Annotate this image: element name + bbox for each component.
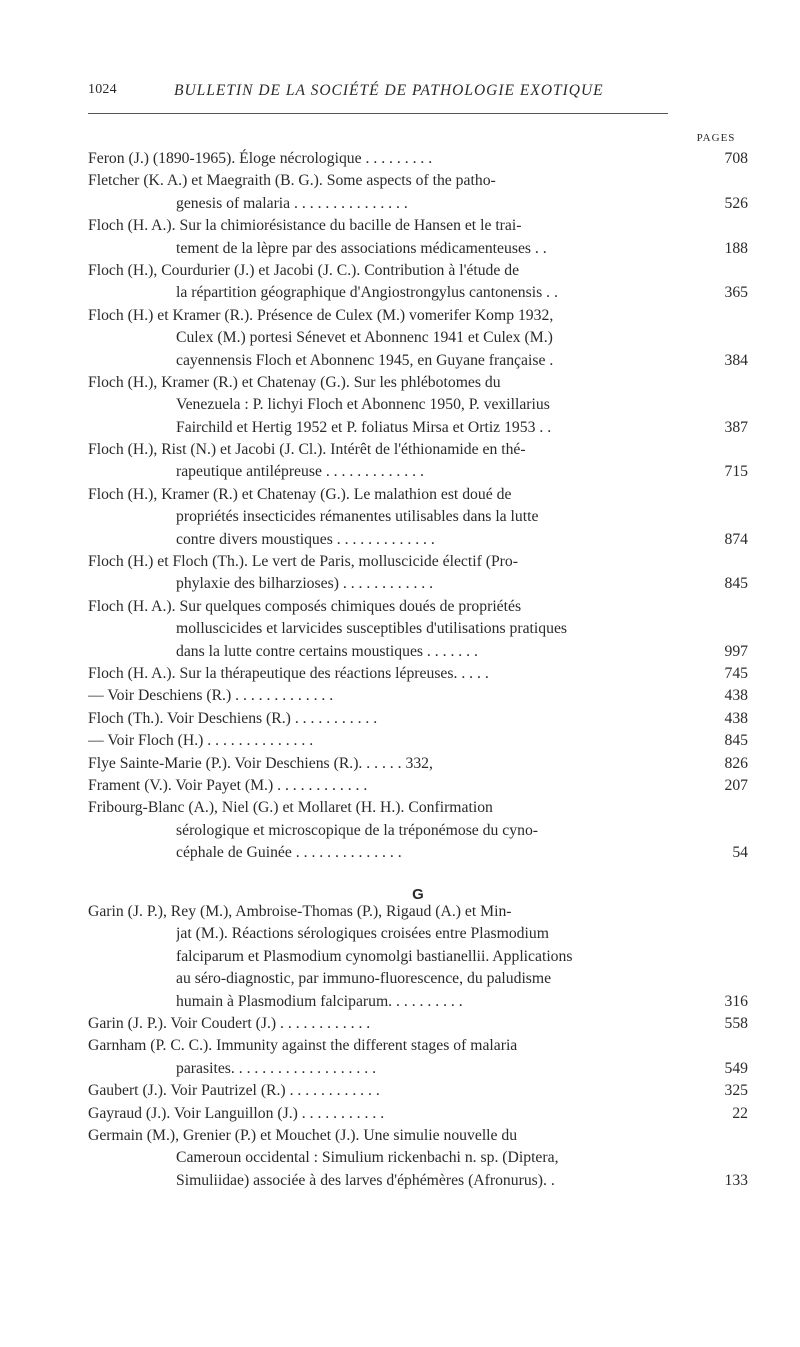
entry-page-number: 826 [724,754,748,772]
entry-line [88,439,748,461]
entry-text: Floch (H.), Kramer (R.) et Chatenay (G.). Le malathion est doué de [88,485,512,503]
index-entry [88,260,748,305]
entry-text: Simuliidae) associée à des larves d'éphémères (Afronurus). . [176,1171,555,1189]
entry-text: Flye Sainte-Marie (P.). Voir Deschiens (R.). . . . . . 332, [88,754,433,772]
entry-text: Floch (H.), Kramer (R.) et Chatenay (G.). Sur les phlébotomes du [88,373,501,391]
entry-page-number: 845 [724,732,748,750]
entry-text: Feron (J.) (1890-1965). Éloge nécrologique . . . . . . . . . [88,150,433,167]
index-entry [88,170,748,215]
entry-text: sérologique et microscopique de la tréponémose du cyno- [176,821,539,839]
index-entry [88,663,748,685]
header-rule [88,113,668,114]
entry-text: Gayraud (J.). Voir Languillon (J.) . . . . . . . . . . . [88,1104,385,1122]
entry-text: au séro-diagnostic, par immuno-fluorescence, du paludisme [176,970,552,988]
index-entry [88,148,748,170]
entry-line [88,596,748,618]
index-entry [88,215,748,260]
entry-line [88,685,748,707]
entry-line [88,991,748,1013]
entry-page-number: 387 [724,418,748,436]
entry-line [88,775,748,797]
entry-line [88,1170,748,1192]
entry-page-number: 384 [724,351,748,369]
entry-line [88,417,748,439]
entry-line [88,551,748,573]
pages-column-label: PAGES [696,132,736,144]
entry-line [88,618,748,640]
index-entry [88,730,748,752]
entry-page-number: 207 [724,776,748,794]
entry-page-number: 133 [724,1171,748,1189]
entry-line [88,1080,748,1102]
entry-line [88,1103,748,1125]
entry-line [88,663,748,685]
entry-line [88,1013,748,1035]
entry-line [88,305,748,327]
entry-text: phylaxie des bilharzioses) . . . . . . . . . . . . [176,575,434,593]
entry-page-number: 438 [724,687,748,705]
entry-text: la répartition géographique d'Angiostrongylus cantonensis . . [176,284,558,302]
entry-text: Cameroun occidental : Simulium rickenbachi n. sp. (Diptera, [176,1149,559,1167]
entry-line [88,461,748,483]
entry-line [88,327,748,349]
entry-page-number: 549 [724,1059,748,1077]
entry-text: Floch (H. A.). Sur quelques composés chimiques doués de propriétés [88,597,522,615]
entry-line [88,1058,748,1080]
entry-text: Gaubert (J.). Voir Pautrizel (R.) . . . . . . . . . . . . [88,1082,380,1100]
entry-page-number: 845 [724,575,748,593]
entry-page-number: 745 [724,664,748,682]
entry-page-number: 22 [732,1104,748,1122]
entry-text: — Voir Deschiens (R.) . . . . . . . . . . . . . [88,687,334,705]
entry-line [88,215,748,237]
entry-line [88,573,748,595]
entry-line [88,820,748,842]
entry-page-number: 526 [724,194,748,212]
entry-text: propriétés insecticides rémanentes utilisables dans la lutte [176,508,539,526]
entry-text: Floch (H. A.). Sur la chimiorésistance du bacille de Hansen et le trai- [88,217,522,235]
entry-line [88,923,748,945]
index-entry [88,708,748,730]
entry-text: Fletcher (K. A.) et Maegraith (B. G.). Some aspects of the patho- [88,172,496,190]
entry-text: dans la lutte contre certains moustiques . . . . . . . [176,642,478,660]
index-entry [88,305,748,372]
entry-page-number: 54 [732,844,748,862]
entry-line [88,1125,748,1147]
index-entry [88,1013,748,1035]
index-entry [88,484,748,551]
entry-text: molluscicides et larvicides susceptibles d'utilisations pratiques [176,620,568,638]
entry-line [88,350,748,372]
entry-page-number: 365 [724,284,748,302]
running-header [88,82,668,104]
index-entry [88,901,748,1013]
index-entry [88,1103,748,1125]
section-letter: G [412,886,424,903]
entry-line [88,1035,748,1057]
entry-line [88,730,748,752]
index-entries-g [88,901,748,1192]
entry-line [88,260,748,282]
entry-page-number: 438 [724,709,748,727]
entry-text: cayennensis Floch et Abonnenc 1945, en Guyane française . [176,351,554,369]
entry-text: tement de la lèpre par des associations médicamenteuses . . [176,239,547,257]
entry-text: Garin (J. P.). Voir Coudert (J.) . . . . . . . . . . . . [88,1014,371,1032]
entry-line [88,641,748,663]
entry-line [88,753,748,775]
entry-text: Germain (M.), Grenier (P.) et Mouchet (J.). Une simulie nouvelle du [88,1126,518,1144]
index-entry [88,775,748,797]
entry-page-number: 558 [724,1014,748,1032]
entry-text: Floch (H.) et Floch (Th.). Le vert de Paris, molluscicide électif (Pro- [88,553,518,571]
index-entry [88,685,748,707]
entry-text: — Voir Floch (H.) . . . . . . . . . . . . . . [88,732,314,750]
entry-line [88,708,748,730]
entry-text: jat (M.). Réactions sérologiques croisées entre Plasmodium [176,925,549,943]
entry-text: Floch (H. A.). Sur la thérapeutique des réactions lépreuses. . . . . [88,664,489,682]
index-entry [88,1035,748,1080]
entry-line [88,797,748,819]
entry-text: genesis of malaria . . . . . . . . . . . . . . . [176,194,408,212]
index-entry [88,596,748,663]
index-entry [88,753,748,775]
entry-page-number: 325 [724,1082,748,1100]
entry-line [88,1147,748,1169]
index-entry [88,1125,748,1192]
entry-line [88,968,748,990]
entry-line [88,901,748,923]
entry-line [88,842,748,864]
entry-page-number: 708 [724,150,748,167]
entry-text: Venezuela : P. lichyi Floch et Abonnenc 1950, P. vexillarius [176,396,550,414]
entry-text: Garnham (P. C. C.). Immunity against the different stages of malaria [88,1037,518,1055]
entry-text: falciparum et Plasmodium cynomolgi bastianellii. Applications [176,947,573,965]
entry-text: Fribourg-Blanc (A.), Niel (G.) et Mollaret (H. H.). Confirmation [88,799,493,817]
entry-page-number: 997 [724,642,748,660]
entry-text: Culex (M.) portesi Sénevet et Abonnenc 1941 et Culex (M.) [176,329,553,347]
index-entry [88,439,748,484]
entry-text: Floch (H.), Rist (N.) et Jacobi (J. Cl.). Intérêt de l'éthionamide en thé- [88,441,526,459]
entry-text: humain à Plasmodium falciparum. . . . . . . . . . [176,992,463,1010]
entry-line [88,170,748,192]
entry-text: parasites. . . . . . . . . . . . . . . . . . . [176,1059,376,1077]
entry-text: céphale de Guinée . . . . . . . . . . . . . . [176,844,402,862]
index-entries-f [88,148,748,865]
index-entry [88,551,748,596]
entry-line [88,148,748,170]
page-number: 1024 [88,82,117,97]
entry-page-number: 874 [724,530,748,548]
index-entry [88,797,748,864]
entry-text: Floch (H.), Courdurier (J.) et Jacobi (J. C.). Contribution à l'étude de [88,261,520,279]
entry-text: Frament (V.). Voir Payet (M.) . . . . . . . . . . . . [88,776,368,794]
entry-page-number: 715 [724,463,748,481]
entry-line [88,238,748,260]
entry-text: Floch (H.) et Kramer (R.). Présence de Culex (M.) vomerifer Komp 1932, [88,306,554,324]
entry-line [88,529,748,551]
entry-line [88,282,748,304]
entry-line [88,484,748,506]
journal-title: BULLETIN DE LA SOCIÉTÉ DE PATHOLOGIE EXOTIQUE [174,82,604,99]
index-entry [88,1080,748,1102]
entry-text: contre divers moustiques . . . . . . . . . . . . . [176,530,435,548]
index-entry [88,372,748,439]
entry-text: Fairchild et Hertig 1952 et P. foliatus Mirsa et Ortiz 1953 . . [176,418,552,436]
entry-line [88,193,748,215]
entry-text: Garin (J. P.), Rey (M.), Ambroise-Thomas (P.), Rigaud (A.) et Min- [88,903,512,920]
entry-page-number: 316 [724,992,748,1010]
entry-page-number: 188 [724,239,748,257]
entry-line [88,372,748,394]
entry-line [88,506,748,528]
entry-text: Floch (Th.). Voir Deschiens (R.) . . . . . . . . . . . [88,709,378,727]
entry-line [88,946,748,968]
entry-text: rapeutique antilépreuse . . . . . . . . . . . . . [176,463,424,481]
entry-line [88,394,748,416]
